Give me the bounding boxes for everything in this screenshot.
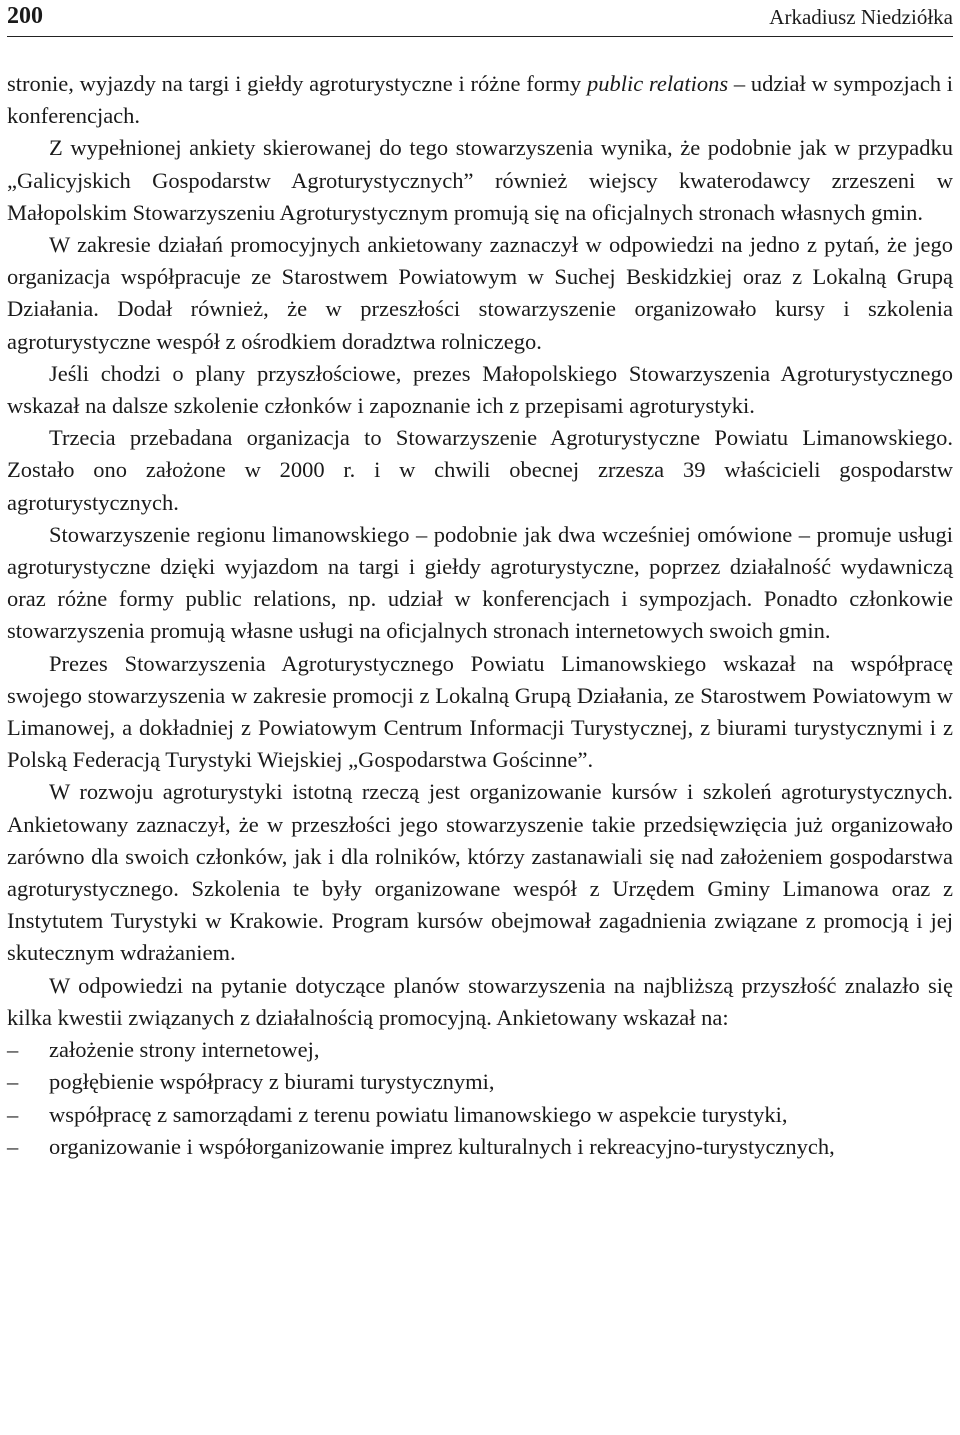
body-text [7,68,953,1163]
list-item-text: pogłębienie współpracy z biurami turystycznymi, [49,1069,495,1095]
list-item [7,1099,953,1131]
paragraph: Prezes Stowarzyszenia Agroturystycznego Powiatu Limanowskiego wskazał na współpracę swojego stowarzyszenia w zakresie promocji z Lokalną Grupą Działania, ze Starostwem Powiatowym w Limanowej, a dokładniej z Powiatowym Centrum Informacji Turystycznej, z biurami turystycznymi i z Polską Federacją Turystyki Wiejskiej „Gospodarstwa Gościnne”. [7,650,953,773]
paragraph: Z wypełnionej ankiety skierowanej do tego stowarzyszenia wynika, że podobnie jak w przypadku „Galicyjskich Gospodarstw Agroturystycznych” również wiejscy kwaterodawcy zrzeszeni w Małopolskim Stowarzyszeniu Agroturystycznym promują się na oficjalnych stronach własnych gmin. [7,135,953,225]
italic-term: public relations [586,71,729,96]
bullet-list [7,1034,953,1163]
page-header [7,0,953,37]
list-item [7,1131,953,1163]
list-item-text: założenie strony internetowej, [49,1037,320,1063]
list-dash: – [7,1101,19,1127]
paragraph: W odpowiedzi na pytanie dotyczące planów stowarzyszenia na najbliższą przyszłość znalazło się kilka kwestii związanych z działalnością promocyjną. Ankietowany wskazał na: [7,972,953,1030]
paragraph: W zakresie działań promocyjnych ankietowany zaznaczył w odpowiedzi na jedno z pytań, że jego organizacja współpracuje ze Starostwem Powiatowym w Suchej Beskidzkiej oraz z Lokalną Grupą Działania. Dodał również, że w przeszłości stowarzyszenie organizowało kursy i szkolenia agroturystyczne wespół z ośrodkiem doradztwa rolniczego. [7,232,953,354]
running-head-author: Arkadiusz Niedziółka [769,5,953,29]
paragraph: Trzecia przebadana organizacja to Stowarzyszenie Agroturystyczne Powiatu Limanowskiego. Zostało ono założone w 2000 r. i w chwili obecnej zrzesza 39 właścicieli gospodarstw agroturystycznych. [7,425,953,515]
paragraph-text: stronie, wyjazdy na targi i giełdy agroturystyczne i różne formy [7,71,587,96]
paragraph: Jeśli chodzi o plany przyszłościowe, prezes Małopolskiego Stowarzyszenia Agroturystycznego wskazał na dalsze szkolenie członków i zapoznanie ich z przepisami agroturystyki. [7,360,953,419]
list-item-text: współpracę z samorządami z terenu powiatu limanowskiego w aspekcie turystyki, [49,1101,788,1127]
list-item [7,1034,953,1066]
paragraph: W rozwoju agroturystyki istotną rzeczą jest organizowanie kursów i szkoleń agroturystycznych. Ankietowany zaznaczył, że w przeszłości jego stowarzyszenie takie przedsięwzięcia już organizowało zarówno dla swoich członków, jak i dla rolników, którzy zastanawiali się nad założeniem gospodarstwa agroturystycznego. Szkolenia te były organizowane wespół z Urzędem Gminy Limanowa oraz z Instytutem Turystyki w Krakowie. Program kursów obejmował zagadnienia związane z promocją i jej skutecznym wdrażaniem. [7,779,953,966]
list-item-text: organizowanie i współorganizowanie imprez kulturalnych i rekreacyjno-turystycznych, [49,1133,835,1159]
list-dash: – [7,1133,19,1159]
paragraph-continued [7,68,953,132]
list-dash: – [7,1069,19,1095]
list-dash: – [7,1037,19,1063]
list-item [7,1066,953,1098]
page-number: 200 [7,3,43,29]
paragraph: Stowarzyszenie regionu limanowskiego – podobnie jak dwa wcześniej omówione – promuje usługi agroturystyczne dzięki wyjazdom na targi i giełdy agroturystyczne, poprzez działalność wydawniczą oraz różne formy public relations, np. udział w konferencjach i sympozjach. Ponadto członkowie stowarzyszenia promują własne usługi na oficjalnych stronach internetowych swoich gmin. [7,521,953,644]
document-page [7,0,953,1163]
paragraph-text: – udział w sympozjach i konferencjach. [7,71,953,129]
